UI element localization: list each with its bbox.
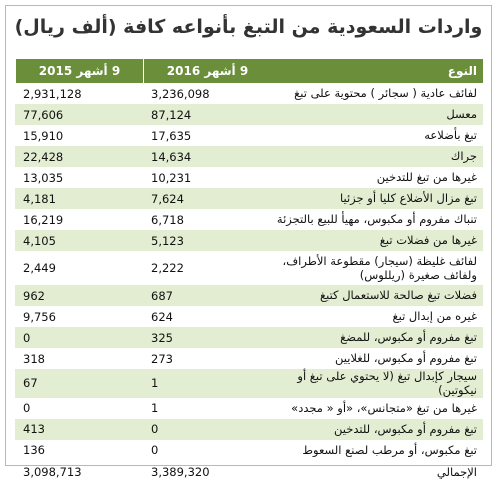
row-value-2016: 0 <box>151 422 159 437</box>
row-type: معسل <box>446 107 477 122</box>
total-label: الإجمالي <box>436 464 477 479</box>
table-row <box>15 398 483 419</box>
row-value-2015: 136 <box>23 443 45 458</box>
table-row <box>15 209 483 230</box>
table-row <box>15 348 483 369</box>
row-value-2015: 962 <box>23 288 45 303</box>
table-row <box>15 327 483 348</box>
total-2016: 3,389,320 <box>151 464 210 479</box>
row-value-2016: 7,624 <box>151 191 184 206</box>
row-value-2015: 0 <box>23 401 31 416</box>
row-value-2016: 5,123 <box>151 233 184 248</box>
row-type: تبغ مفروم أو مكبوس، للتدخين <box>334 422 477 437</box>
row-value-2016: 624 <box>151 309 173 324</box>
row-value-2016: 6,718 <box>151 212 184 227</box>
row-value-2015: 2,931,128 <box>23 86 82 101</box>
row-type: غيرها من تبغ «متجانس»، «أو « مجدد» <box>291 401 477 416</box>
table-row <box>15 306 483 327</box>
row-value-2015: 16,219 <box>23 212 64 227</box>
table-row <box>15 146 483 167</box>
row-value-2015: 9,756 <box>23 309 56 324</box>
row-value-2016: 3,236,098 <box>151 86 210 101</box>
table-row <box>15 167 483 188</box>
table-row <box>15 251 483 285</box>
page-title: واردات السعودية من التبغ بأنواعه كافة (ألف ريال) <box>14 16 483 38</box>
row-value-2015: 2,449 <box>23 261 56 275</box>
row-type: جراك <box>450 149 477 164</box>
row-type: غيرها من تبغ للتدخين <box>376 170 477 185</box>
table-row <box>15 188 483 209</box>
row-value-2016: 687 <box>151 288 173 303</box>
row-value-2016: 2,222 <box>151 261 184 275</box>
row-type: فضلات تبغ صالحة للاستعمال كتبغ <box>320 288 477 303</box>
table-total-row <box>15 461 483 483</box>
table-panel <box>5 5 492 479</box>
header-2016-label: 9 أشهر 2016 <box>166 64 249 78</box>
row-value-2016: 87,124 <box>151 107 192 122</box>
row-type: تبغ مكبوس، أو مرطب لصنع السعوط <box>302 443 477 458</box>
header-2015-label: 9 أشهر 2015 <box>38 64 121 78</box>
row-value-2015: 67 <box>23 376 38 391</box>
row-value-2015: 77,606 <box>23 107 64 122</box>
row-type: لفائف غليظة (سيجار) مقطوعة الأطراف، ولفائف صغيرة (ريللوس) <box>282 253 477 282</box>
row-type: لفائف عادية ( سجائر ) محتوية على تبغ <box>294 86 477 101</box>
row-value-2016: 1 <box>151 401 159 416</box>
total-2015: 3,098,713 <box>23 464 82 479</box>
row-type: تنباك مفروم أو مكبوس، مهيأ للبيع بالتجزئة <box>276 212 477 227</box>
table-row <box>15 125 483 146</box>
row-value-2016: 17,635 <box>151 128 192 143</box>
row-value-2015: 13,035 <box>23 170 64 185</box>
table-row <box>15 83 483 104</box>
row-type: تبغ بأضلاعه <box>424 128 477 143</box>
row-type: غيرها من فضلات تبغ <box>379 233 477 248</box>
row-value-2015: 318 <box>23 351 45 366</box>
row-value-2015: 0 <box>23 330 31 345</box>
row-value-2016: 1 <box>151 376 159 391</box>
row-value-2015: 22,428 <box>23 149 64 164</box>
row-value-2015: 4,181 <box>23 191 56 206</box>
row-value-2016: 10,231 <box>151 170 192 185</box>
row-type: تبغ مزال الأضلاع كليا أو جزئيا <box>339 191 477 206</box>
header-2015 <box>15 59 143 83</box>
table-row <box>15 419 483 440</box>
table-row <box>15 369 483 398</box>
row-value-2016: 14,634 <box>151 149 192 164</box>
row-value-2015: 413 <box>23 422 45 437</box>
table-row <box>15 285 483 306</box>
row-value-2016: 273 <box>151 351 173 366</box>
imports-table <box>15 59 483 483</box>
table-body <box>15 83 483 461</box>
table-row <box>15 230 483 251</box>
row-type: تبغ مفروم أو مكبوس، للغلايين <box>335 351 477 366</box>
row-value-2015: 15,910 <box>23 128 64 143</box>
header-2016 <box>143 59 271 83</box>
row-type: تبغ مفروم أو مكبوس، للمضغ <box>340 330 477 345</box>
table-row <box>15 104 483 125</box>
header-type: النوع <box>447 63 477 78</box>
row-type: غيره من إبدال تبغ <box>392 309 477 324</box>
row-value-2016: 0 <box>151 443 159 458</box>
row-value-2016: 325 <box>151 330 173 345</box>
table-row <box>15 440 483 461</box>
row-value-2015: 4,105 <box>23 233 56 248</box>
table-header-row <box>15 59 483 83</box>
row-type: سيجار كإبدال تبغ (لا يحتوي على تبغ أو نيكوتين) <box>297 369 477 398</box>
